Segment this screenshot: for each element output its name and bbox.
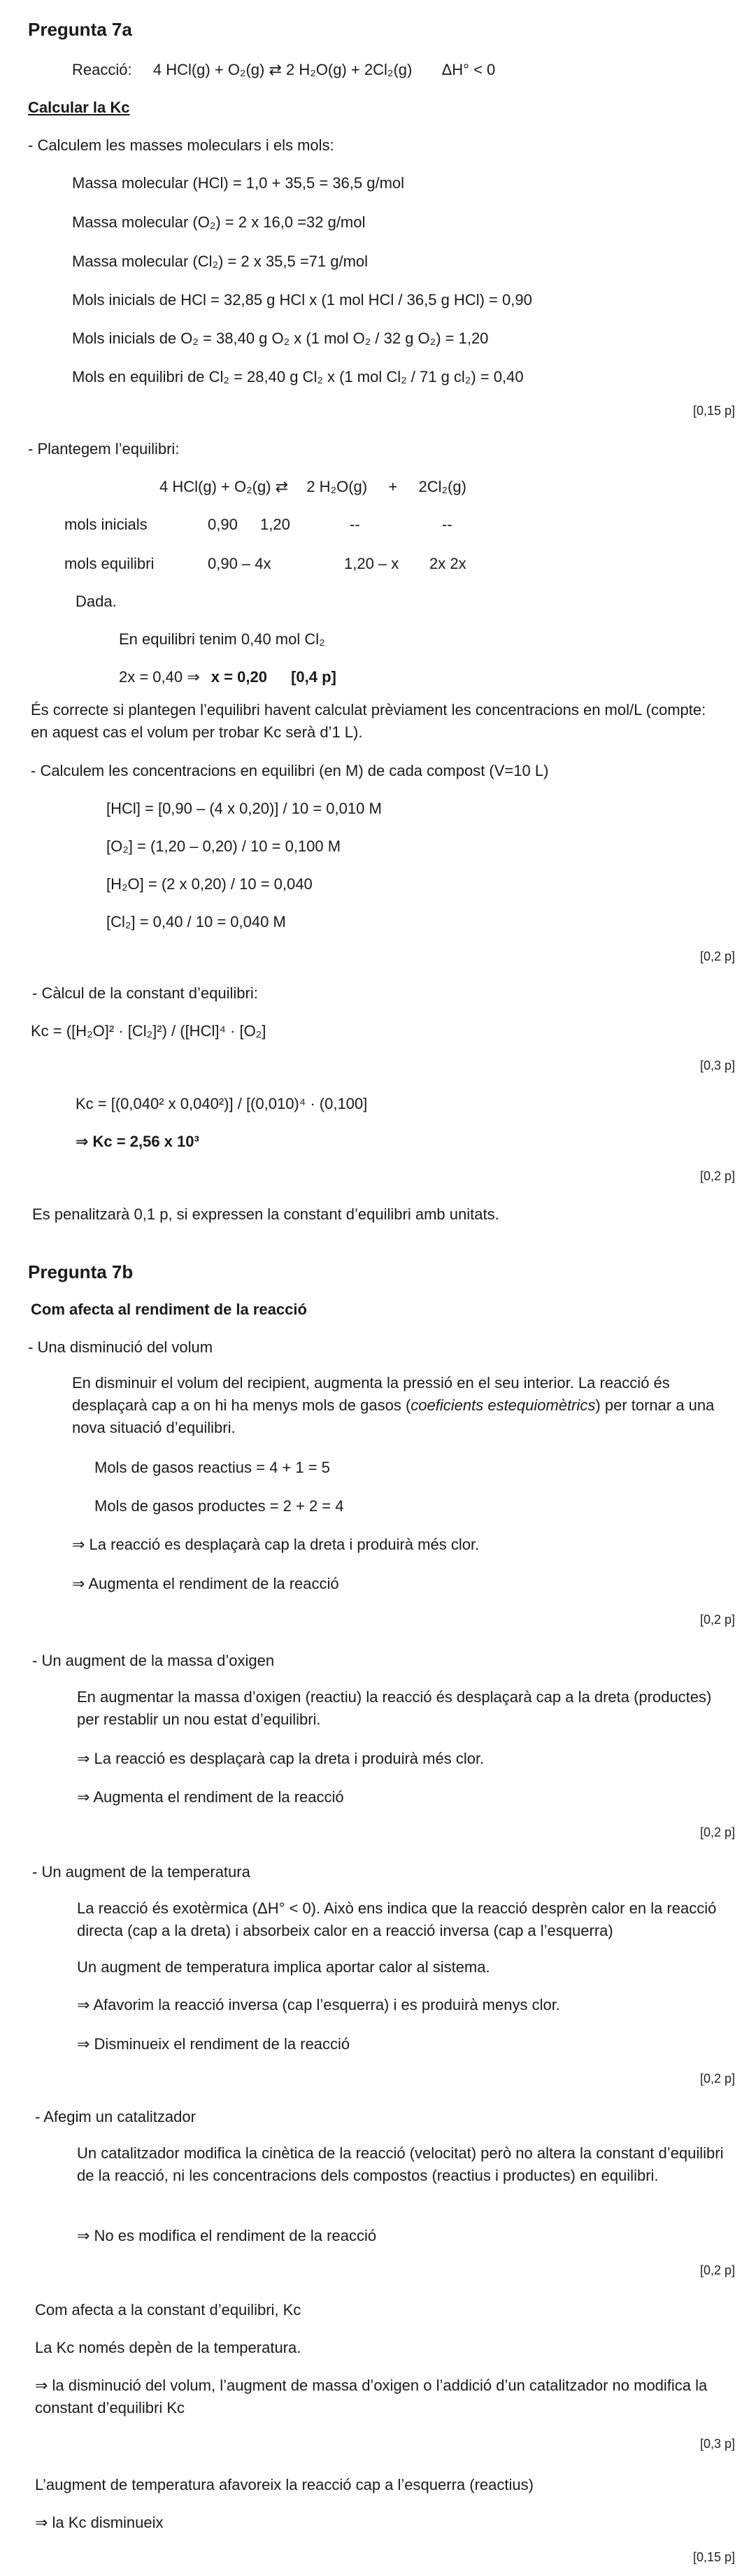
s2-conclusion-2: ⇒ Augmenta el rendiment de la reacció <box>77 1788 344 1806</box>
s2-conclusion-1: ⇒ La reacció es desplaçarà cap la dreta i produirà més clor. <box>77 1750 485 1767</box>
points-badge: [0,15 p] <box>692 2550 735 2564</box>
eq-header-h2o: 2 H₂O(g) <box>306 478 368 495</box>
dada-x-value: x = 0,20 <box>211 668 267 686</box>
k-line-3: L’augment de temperatura afavoreix la reacció cap a l’esquerra (reactius) <box>35 2476 534 2493</box>
q7a-title: Pregunta 7a <box>28 19 132 40</box>
points-badge: [0,2 p] <box>699 1825 735 1839</box>
eq-cell: -- <box>442 516 452 533</box>
points-badge: [0,3 p] <box>699 1059 735 1073</box>
s3-text: La reacció és exotèrmica (ΔH° < 0). Això ens indica que la reacció desprèn calor en la reacció directa (cap a la dreta) i absorbeix calor en a reacció inversa (cap a l’esquerra) <box>77 1899 717 1939</box>
molar-mass-hcl: Massa molecular (HCl) = 1,0 + 35,5 = 36,5 g/mol <box>72 174 405 192</box>
conc-o2: [O₂] = (1,20 – 0,20) / 10 = 0,100 M <box>106 837 341 855</box>
s3-title: - Un augment de la temperatura <box>32 1863 250 1881</box>
reaction-lhs: 4 HCl(g) + O₂(g) <box>152 61 265 78</box>
eq-header-cl2: 2Cl₂(g) <box>418 478 466 495</box>
eq-row-equilibrium <box>64 553 498 576</box>
dada-label: Dada. <box>76 593 117 610</box>
dada-points: [0,4 p] <box>291 668 336 686</box>
points-badge: [0,2 p] <box>699 2072 735 2086</box>
s4-text: Un catalitzador modifica la cinètica de la reacció (velocitat) però no altera la constant d’equilibri de la reacció, ni les concentracions dels compostos (reactius i productes) en equilibri. <box>77 2144 724 2184</box>
note-correct: És correcte si plantegen l’equilibri havent calculat prèviament les concentracions en mol/L (compte: en aquest cas el volum per trobar Kc serà d’1 L). <box>31 701 706 741</box>
s1-text <box>72 1372 715 1439</box>
reaction-rhs: 2 H₂O(g) + 2Cl₂(g) <box>286 61 413 78</box>
molar-mass-cl2: Massa molecular (Cl₂) = 2 x 35,5 =71 g/mol <box>72 253 369 270</box>
eq-cell: 0,90 – 4x <box>208 555 271 572</box>
k-line-1: La Kc només depèn de la temperatura. <box>35 2339 301 2356</box>
kc-expression: Kc = ([H₂O]² · [Cl₂]²) / ([HCl]⁴ · [O₂] <box>31 1022 266 1040</box>
s4-title: - Afegim un catalitzador <box>35 2108 196 2125</box>
s1-text-italic: coeficients estequiomètrics <box>411 1396 596 1414</box>
dada-equation: 2x = 0,40 ⇒ <box>119 668 200 686</box>
reaction-equation <box>72 59 495 82</box>
points-badge: [0,3 p] <box>699 2437 735 2451</box>
equilibrium-arrow-icon: ⇄ <box>269 62 282 79</box>
s2-text: En augmentar la massa d’oxigen (reactiu) la reacció és desplaçarà cap a la dreta (productes) per restablir un nou estat d’equilibri. <box>77 1688 712 1728</box>
conc-cl2: [Cl₂] = 0,40 / 10 = 0,040 M <box>106 913 286 930</box>
s1-products: Mols de gasos productes = 2 + 2 = 4 <box>94 1497 344 1515</box>
s3-text-2: Un augment de temperatura implica aportar calor al sistema. <box>77 1958 490 1976</box>
eq-cell: 1,20 – x <box>344 555 399 572</box>
k-line-4: ⇒ la Kc disminueix <box>35 2514 164 2531</box>
eq-row-label: mols equilibri <box>64 555 155 572</box>
s1-title: - Una disminució del volum <box>28 1338 213 1356</box>
step1-intro: - Calculem les masses moleculars i els mols: <box>28 136 334 154</box>
points-badge: [0,2 p] <box>699 949 735 963</box>
k-title: Com afecta a la constant d’equilibri, Kc <box>35 2301 301 2319</box>
moles-hcl: Mols inicials de HCl = 32,85 g HCl x (1 mol HCl / 36,5 g HCl) = 0,90 <box>72 291 532 309</box>
step3-intro: - Calculem les concentracions en equilibri (en M) de cada compost (V=10 L) <box>31 762 549 779</box>
points-badge: [0,2 p] <box>699 1169 735 1183</box>
step4-intro: - Càlcul de la constant d’equilibri: <box>32 984 258 1002</box>
reaction-enthalpy: ΔH° < 0 <box>441 61 496 78</box>
eq-cell: 2x 2x <box>429 555 466 572</box>
eq-header-plus: + <box>388 478 398 495</box>
s1-text-b: ) per tornar a una nova situació d’equilibri. <box>72 1396 715 1436</box>
s1-reactants: Mols de gasos reactius = 4 + 1 = 5 <box>94 1459 330 1476</box>
s3-conclusion-2: ⇒ Disminueix el rendiment de la reacció <box>77 2035 350 2053</box>
s1-conclusion-2: ⇒ Augmenta el rendiment de la reacció <box>72 1575 339 1592</box>
conc-hcl: [HCl] = [0,90 – (4 x 0,20)] / 10 = 0,010 M <box>106 800 382 817</box>
points-badge: [0,2 p] <box>699 2263 735 2277</box>
eq-row-label: mols inicials <box>64 516 148 533</box>
s4-conclusion-1: ⇒ No es modifica el rendiment de la reacció <box>77 2227 377 2244</box>
eq-cell: 0,90 <box>208 516 238 533</box>
s1-text-a: En disminuir el volum del recipient, augmenta la pressió en el seu interior. La reacció és desplaçarà cap a on hi ha menys mols de gasos ( <box>72 1374 670 1414</box>
eq-cell: 1,20 <box>260 516 290 533</box>
eq-header-reactants: 4 HCl(g) + O₂(g) ⇄ <box>159 478 289 495</box>
kc-result: ⇒ Kc = 2,56 x 10³ <box>76 1133 199 1150</box>
kc-calculation: Kc = [(0,040² x 0,040²)] / [(0,010)⁴ · (0,100] <box>76 1095 368 1112</box>
reaction-label: Reacció: <box>72 61 132 78</box>
s1-conclusion-1: ⇒ La reacció es desplaçarà cap la dreta i produirà més clor. <box>72 1536 480 1553</box>
q7b-subtitle: Com afecta al rendiment de la reacció <box>31 1301 307 1318</box>
step2-intro: - Plantegem l’equilibri: <box>28 440 180 458</box>
points-badge: [0,2 p] <box>699 1613 735 1627</box>
calc-kc-title: Calcular la Kc <box>28 99 130 116</box>
moles-o2: Mols inicials de O₂ = 38,40 g O₂ x (1 mol O₂ / 32 g O₂) = 1,20 <box>72 330 489 347</box>
s2-title: - Un augment de la massa d’oxigen <box>32 1652 275 1669</box>
s3-conclusion-1: ⇒ Afavorim la reacció inversa (cap l’esquerra) i es produirà menys clor. <box>77 1996 560 2014</box>
eq-row-initial <box>64 514 498 537</box>
moles-cl2: Mols en equilibri de Cl₂ = 28,40 g Cl₂ x (1 mol Cl₂ / 71 g cl₂) = 0,40 <box>72 368 524 385</box>
conc-h2o: [H₂O] = (2 x 0,20) / 10 = 0,040 <box>106 875 313 893</box>
dada-line-1: En equilibri tenim 0,40 mol Cl₂ <box>119 630 325 648</box>
points-badge: [0,15 p] <box>692 404 735 418</box>
q7b-title: Pregunta 7b <box>28 1261 134 1282</box>
dada-line-2 <box>119 666 336 688</box>
eq-table-header <box>159 476 466 498</box>
k-line-2: ⇒ la disminució del volum, l’augment de massa d’oxigen o l’addició d’un catalitzador no modifica la constant d’equilibri Kc <box>35 2377 708 2416</box>
penalty-note: Es penalitzarà 0,1 p, si expressen la constant d’equilibri amb unitats. <box>32 1205 499 1223</box>
molar-mass-o2: Massa molecular (O₂) = 2 x 16,0 =32 g/mol <box>72 213 366 231</box>
eq-cell: -- <box>350 516 360 533</box>
